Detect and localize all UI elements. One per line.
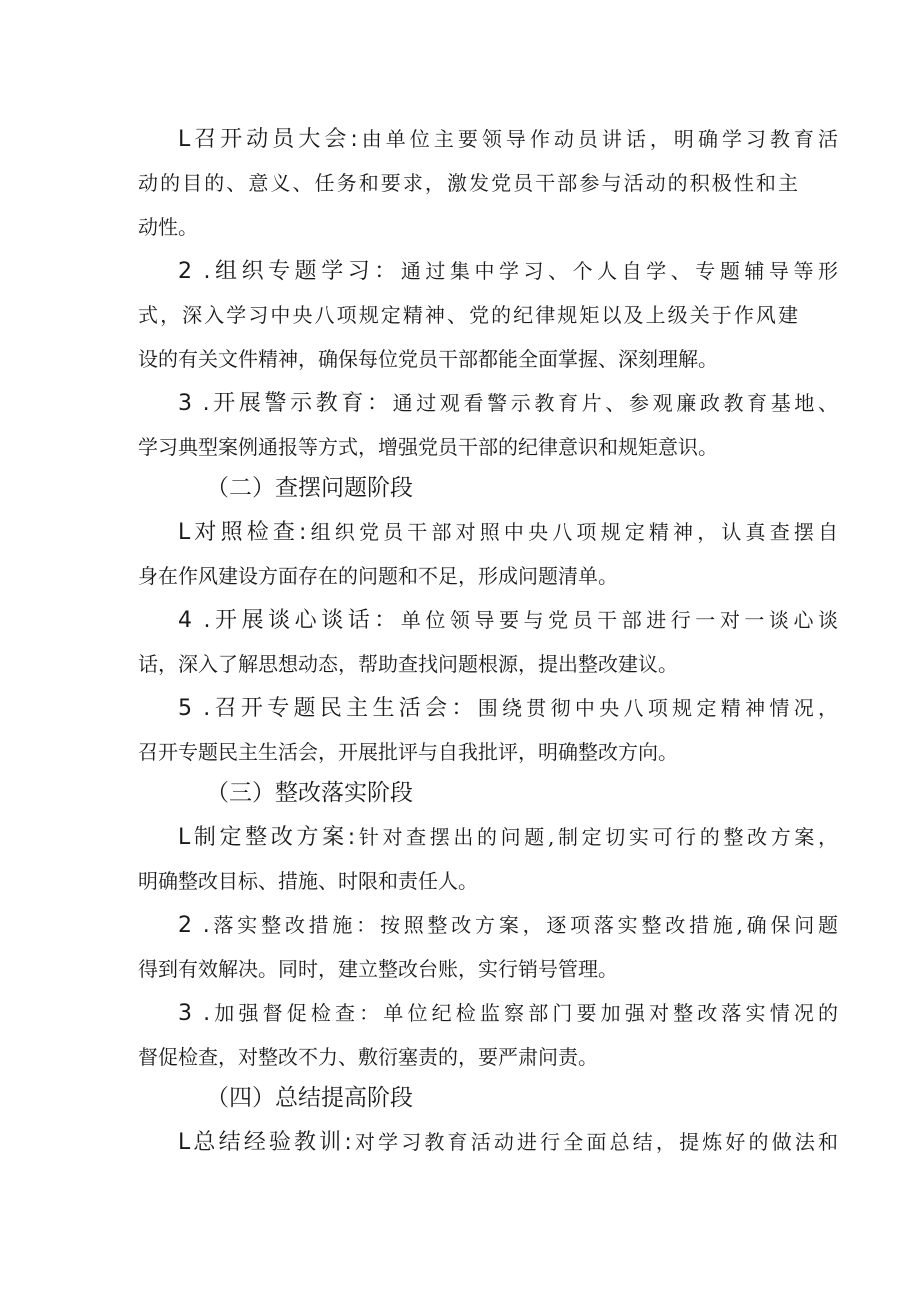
item-lead: 2 .组织专题学习： xyxy=(178,259,401,284)
paragraph-line xyxy=(178,381,838,425)
section-heading: （二）查摆问题阶段 xyxy=(206,475,413,501)
paragraph-line: 督促检查，对整改不力、敷衍塞责的，要严肃问责。 xyxy=(138,1045,598,1069)
paragraph-line: 动的目的、意义、任务和要求，激发党员干部参与活动的积极性和主 xyxy=(138,171,798,195)
item-lead: 2 . xyxy=(178,913,210,938)
item-lead: 5 .召开专题民主生活会： xyxy=(178,696,478,721)
paragraph-line: 召开专题民主生活会，开展批评与自我批评，明确整改方向。 xyxy=(138,740,678,764)
item-lead: L召开动员大会: xyxy=(178,127,358,152)
item-lead: L总结经验教训: xyxy=(178,1130,352,1155)
item-text: 通过集中学习、个人自学、专题辅导等形 xyxy=(400,259,838,283)
paragraph-line: 明确整改目标、措施、时限和责任人。 xyxy=(138,869,478,893)
section-heading: （四）总结提高阶段 xyxy=(206,1085,413,1111)
item-text: 由单位主要领导作动员讲话，明确学习教育活 xyxy=(357,127,838,151)
paragraph-line xyxy=(178,510,838,554)
paragraph-line xyxy=(178,686,838,730)
item-text: 落实整改措施：按照整改方案，逐项落实整改措施,确保问题 xyxy=(209,913,838,937)
item-lead: 4 .开展谈心谈话： xyxy=(178,608,401,633)
paragraph-line xyxy=(178,991,838,1035)
item-text: 对学习教育活动进行全面总结，提炼好的做法和 xyxy=(351,1130,838,1154)
item-text: 通过观看警示教育片、参观廉政教育基地、 xyxy=(392,391,838,415)
item-lead: 3 . xyxy=(178,1001,211,1026)
item-text: 单位领导要与党员干部进行一对一谈心谈 xyxy=(400,608,838,632)
paragraph-line: 话，深入了解思想动态，帮助查找问题根源，提出整改建议。 xyxy=(138,652,678,676)
paragraph-line xyxy=(178,249,838,293)
paragraph-line xyxy=(178,903,838,947)
item-lead: L对照检查: xyxy=(178,520,307,545)
item-text: 加强督促检查：单位纪检监察部门要加强对整改落实情况的 xyxy=(210,1001,838,1025)
paragraph-line: 动性。 xyxy=(138,215,198,239)
item-text: 围绕贯彻中央八项规定精神情况， xyxy=(477,696,838,720)
paragraph-line: 设的有关文件精神，确保每位党员干部都能全面掌握、深刻理解。 xyxy=(138,347,718,371)
item-text: 组织党员干部对照中央八项规定精神，认真查摆自 xyxy=(306,520,838,544)
paragraph-line xyxy=(178,1120,838,1164)
item-lead: 3 .开展警示教育： xyxy=(178,391,393,416)
paragraph-line: 学习典型案例通报等方式，增强党员干部的纪律意识和规矩意识。 xyxy=(138,435,718,459)
section-heading: （三）整改落实阶段 xyxy=(206,780,413,806)
paragraph-line: 得到有效解决。同时，建立整改台账，实行销号管理。 xyxy=(138,957,618,981)
item-lead: L制定整改方案: xyxy=(178,825,356,850)
paragraph-line xyxy=(178,598,838,642)
paragraph-line: 式，深入学习中央八项规定精神、党的纪律规矩以及上级关于作风建 xyxy=(138,303,798,327)
paragraph-line xyxy=(178,815,838,859)
item-text: 针对查摆出的问题,制定切实可行的整改方案， xyxy=(355,825,838,849)
paragraph-line: 身在作风建设方面存在的问题和不足，形成问题清单。 xyxy=(138,564,618,588)
paragraph-line xyxy=(178,117,838,161)
